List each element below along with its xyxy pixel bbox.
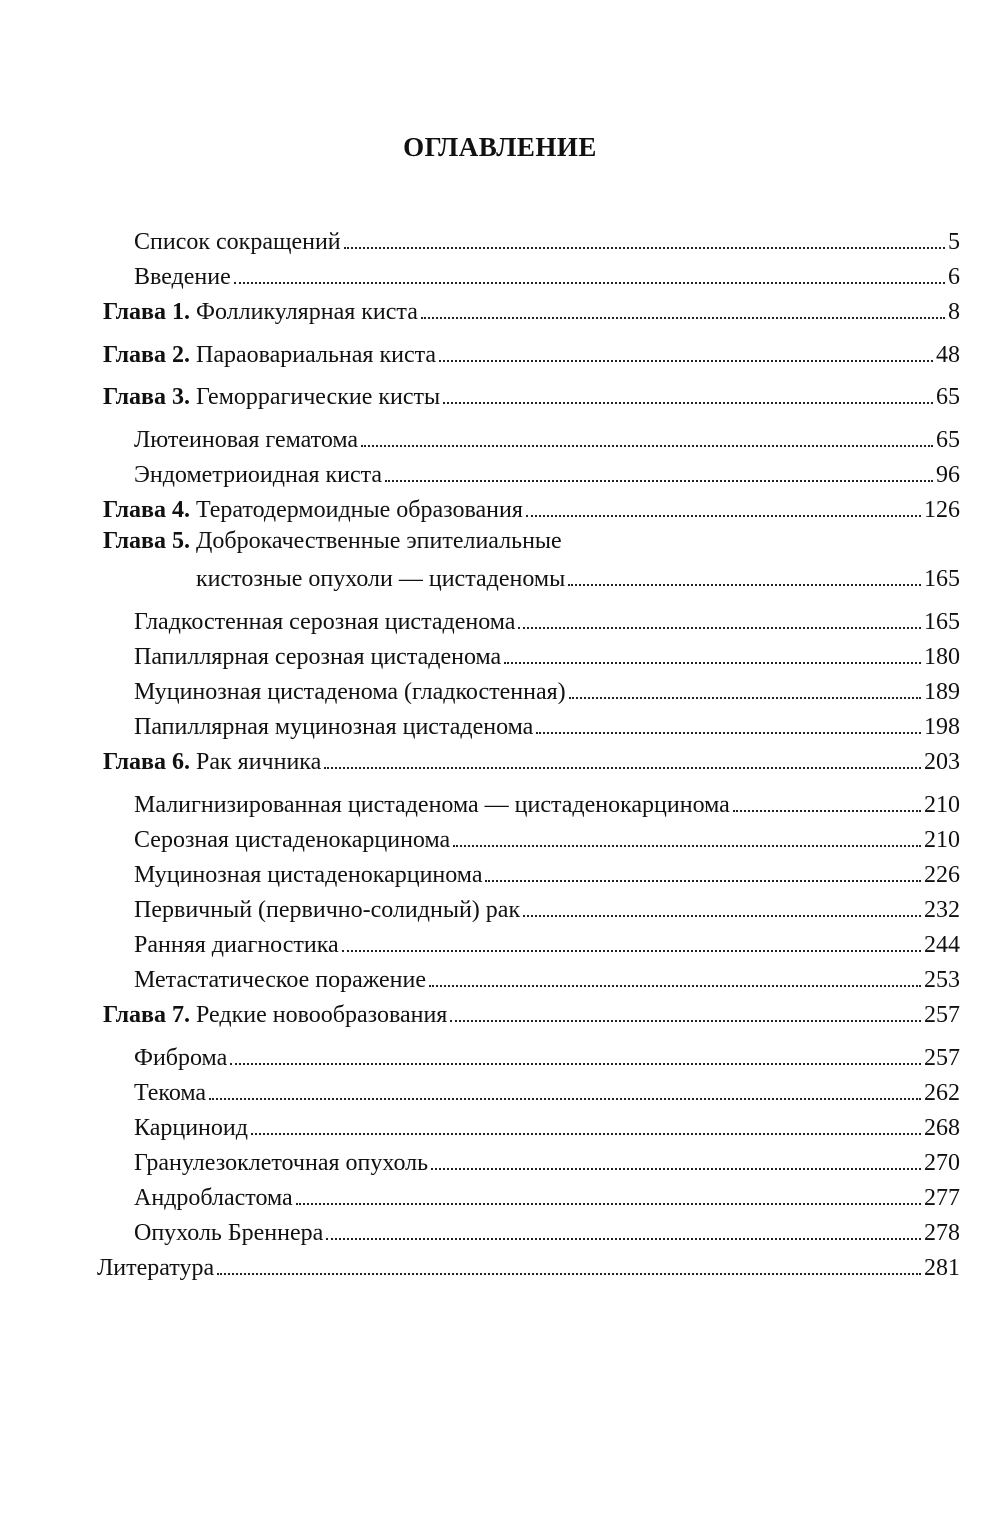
dot-leader xyxy=(523,915,921,917)
toc-entry[interactable] xyxy=(134,224,960,256)
dot-leader xyxy=(536,732,921,734)
toc-entry-label: Папиллярная серозная цистаденома xyxy=(134,644,502,670)
toc-entry[interactable] xyxy=(134,1075,960,1107)
page-number: 226 xyxy=(924,862,960,888)
dot-leader xyxy=(429,985,921,987)
toc-entry-label: Андробластома xyxy=(134,1185,293,1211)
page-number: 257 xyxy=(924,1002,960,1028)
chapter-title: Редкие новообразования xyxy=(190,1002,448,1028)
chapter-title: Фолликулярная киста xyxy=(190,299,418,325)
toc-chapter-first-line xyxy=(103,527,562,555)
page-number: 257 xyxy=(924,1045,960,1071)
chapter-number: Глава 3. xyxy=(103,384,190,410)
dot-leader xyxy=(344,247,945,249)
toc-entry[interactable] xyxy=(134,674,960,706)
chapter-title: Рак яичника xyxy=(190,749,322,775)
dot-leader xyxy=(234,282,945,284)
dot-leader xyxy=(569,697,921,699)
dot-leader xyxy=(342,950,921,952)
page-number: 165 xyxy=(924,609,960,635)
dot-leader xyxy=(518,627,921,629)
page-number: 210 xyxy=(924,827,960,853)
page-number: 278 xyxy=(924,1220,960,1246)
toc-entry-label: Муцинозная цистаденокарцинома xyxy=(134,862,483,888)
toc-entry-label: Фиброма xyxy=(134,1045,228,1071)
dot-leader xyxy=(568,584,921,586)
page-number: 232 xyxy=(924,897,960,923)
toc-entry-label: Первичный (первично-солидный) рак xyxy=(134,897,521,923)
page-number: 8 xyxy=(948,299,960,325)
dot-leader xyxy=(217,1273,921,1275)
page-number: 210 xyxy=(924,792,960,818)
dot-leader xyxy=(431,1168,921,1170)
chapter-number: Глава 7. xyxy=(103,1002,190,1028)
toc-entry-label: Папиллярная муцинозная цистаденома xyxy=(134,714,534,740)
toc-entry[interactable] xyxy=(134,857,960,889)
page-number: 270 xyxy=(924,1150,960,1176)
chapter-title-continuation: кистозные опухоли — цистаденомы xyxy=(196,566,566,592)
toc-entry-label xyxy=(103,496,523,524)
toc-entry[interactable] xyxy=(134,927,960,959)
chapter-number: Глава 1. xyxy=(103,299,190,325)
dot-leader xyxy=(443,402,933,404)
page-number: 65 xyxy=(936,384,960,410)
toc-entry-label: Гранулезоклеточная опухоль xyxy=(134,1150,429,1176)
toc-chapter-entry[interactable] xyxy=(103,492,960,524)
toc-entry-label: Лютеиновая гематома xyxy=(134,427,359,453)
toc-entry[interactable] xyxy=(134,1110,960,1142)
toc-entry[interactable] xyxy=(134,457,960,489)
page-number: 253 xyxy=(924,967,960,993)
dot-leader xyxy=(361,445,933,447)
page-number: 244 xyxy=(924,932,960,958)
dot-leader xyxy=(385,480,933,482)
chapter-number: Глава 5. xyxy=(103,528,190,554)
toc-chapter-entry[interactable] xyxy=(103,744,960,776)
toc-entry-label: Литература xyxy=(97,1255,215,1281)
toc-entry[interactable] xyxy=(134,1040,960,1072)
page-number: 281 xyxy=(924,1255,960,1281)
dot-leader xyxy=(230,1063,921,1065)
page-number: 5 xyxy=(948,229,960,255)
chapter-title: Геморрагические кисты xyxy=(190,384,441,410)
chapter-title: Тератодермоидные образования xyxy=(190,497,523,523)
toc-entry-label: Ранняя диагностика xyxy=(134,932,339,958)
toc-chapter-entry[interactable] xyxy=(103,294,960,326)
toc-entry[interactable] xyxy=(134,422,960,454)
toc-entry-label: Муцинозная цистаденома (гладкостенная) xyxy=(134,679,566,705)
toc-entry-label xyxy=(103,298,418,326)
page-number: 48 xyxy=(936,342,960,368)
toc-entry[interactable] xyxy=(134,1180,960,1212)
page-number: 165 xyxy=(924,566,960,592)
page-number: 126 xyxy=(924,497,960,523)
page-number: 65 xyxy=(936,427,960,453)
toc-entry-label: Гладкостенная серозная цистаденома xyxy=(134,609,516,635)
page-number: 262 xyxy=(924,1080,960,1106)
page-number: 198 xyxy=(924,714,960,740)
toc-entry[interactable] xyxy=(134,1215,960,1247)
toc-entry-label xyxy=(103,748,321,776)
page-number: 189 xyxy=(924,679,960,705)
toc-entry[interactable] xyxy=(97,1250,960,1282)
page-number: 180 xyxy=(924,644,960,670)
dot-leader xyxy=(526,515,921,517)
toc-chapter-entry[interactable] xyxy=(103,379,960,411)
toc-entry[interactable] xyxy=(134,259,960,291)
dot-leader xyxy=(324,767,921,769)
toc-entry[interactable] xyxy=(134,892,960,924)
toc-entry-label xyxy=(103,341,436,369)
page-number: 268 xyxy=(924,1115,960,1141)
toc-entry[interactable] xyxy=(134,787,960,819)
page-number: 6 xyxy=(948,264,960,290)
chapter-number: Глава 6. xyxy=(103,749,190,775)
dot-leader xyxy=(733,810,921,812)
toc-entry-label: Текома xyxy=(134,1080,207,1106)
toc-chapter-entry[interactable] xyxy=(103,997,960,1029)
toc-entry-label xyxy=(103,1001,447,1029)
dot-leader xyxy=(453,845,921,847)
page-number: 203 xyxy=(924,749,960,775)
toc-entry[interactable] xyxy=(134,639,960,671)
toc-entry[interactable] xyxy=(134,1145,960,1177)
chapter-title: Доброкачественные эпителиальные xyxy=(190,528,562,554)
dot-leader xyxy=(485,880,921,882)
dot-leader xyxy=(326,1238,921,1240)
toc-entry[interactable] xyxy=(134,604,960,636)
dot-leader xyxy=(251,1133,921,1135)
toc-chapter-entry[interactable] xyxy=(103,337,960,369)
toc-entry-label: Карциноид xyxy=(134,1115,248,1141)
chapter-number: Глава 2. xyxy=(103,342,190,368)
dot-leader xyxy=(296,1203,921,1205)
toc-entry-label xyxy=(103,383,440,411)
page-number: 96 xyxy=(936,462,960,488)
toc-entry-label: Серозная цистаденокарцинома xyxy=(134,827,451,853)
dot-leader xyxy=(439,360,933,362)
toc-chapter-entry[interactable] xyxy=(196,561,960,593)
toc-entry[interactable] xyxy=(134,709,960,741)
chapter-title: Параовариальная киста xyxy=(190,342,437,368)
toc-entry-label: Список сокращений xyxy=(134,229,341,255)
dot-leader xyxy=(421,317,945,319)
dot-leader xyxy=(209,1098,921,1100)
toc-entry-label: Малигнизированная цистаденома — цистаденокарцинома xyxy=(134,792,730,818)
toc-entry-label: Опухоль Бреннера xyxy=(134,1220,324,1246)
toc-entry-label: Эндометриоидная киста xyxy=(134,462,383,488)
toc-entry-label: Введение xyxy=(134,264,231,290)
dot-leader xyxy=(450,1020,921,1022)
chapter-number: Глава 4. xyxy=(103,497,190,523)
dot-leader xyxy=(504,662,921,664)
toc-entry[interactable] xyxy=(134,962,960,994)
page-title: ОГЛАВЛЕНИЕ xyxy=(403,132,597,162)
toc-entry[interactable] xyxy=(134,822,960,854)
page-number: 277 xyxy=(924,1185,960,1211)
toc-entry-label: Метастатическое поражение xyxy=(134,967,427,993)
